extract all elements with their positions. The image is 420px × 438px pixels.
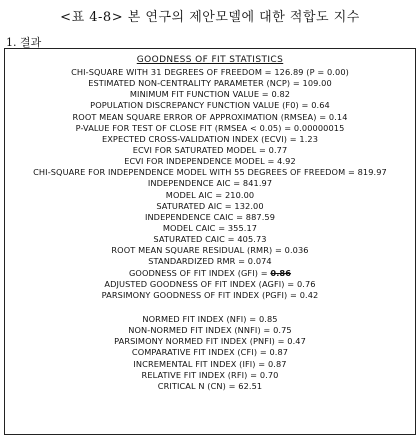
group-spacer <box>5 301 415 314</box>
statistic-line: CRITICAL N (CN) = 62.51 <box>157 380 263 391</box>
statistics-group-1 <box>5 67 415 268</box>
statistic-line: CHI-SQUARE FOR INDEPENDENCE MODEL WITH 55 DEGREES OF FREEDOM = 819.97 <box>33 167 387 178</box>
statistics-group-3 <box>5 314 415 392</box>
statistic-line: SATURATED AIC = 132.00 <box>156 200 264 211</box>
statistic-line: COMPARATIVE FIT INDEX (CFI) = 0.87 <box>131 347 289 358</box>
gfi-label: GOODNESS OF FIT INDEX (GFI) = <box>128 267 271 278</box>
statistic-line: ESTIMATED NON-CENTRALITY PARAMETER (NCP) = 109.00 <box>88 78 332 89</box>
statistic-line: EXPECTED CROSS-VALIDATION INDEX (ECVI) = 1.23 <box>101 133 319 144</box>
statistic-line: ECVI FOR SATURATED MODEL = 0.77 <box>132 144 288 155</box>
statistic-line: MINIMUM FIT FUNCTION VALUE = 0.82 <box>129 89 291 100</box>
statistics-group-2 <box>5 279 415 301</box>
gfi-value: 0.86 <box>270 267 292 278</box>
statistic-line: P-VALUE FOR TEST OF CLOSE FIT (RMSEA < 0.05) = 0.00000015 <box>75 122 345 133</box>
statistic-line: ROOT MEAN SQUARE ERROR OF APPROXIMATION (RMSEA) = 0.14 <box>72 111 348 122</box>
statistic-line: MODEL AIC = 210.00 <box>165 189 255 200</box>
statistic-line: INCREMENTAL FIT INDEX (IFI) = 0.87 <box>133 358 287 369</box>
statistic-line: ECVI FOR INDEPENDENCE MODEL = 4.92 <box>124 156 296 167</box>
statistic-line: PARSIMONY NORMED FIT INDEX (PNFI) = 0.47 <box>114 336 306 347</box>
table-caption: <표 4-8> 본 연구의 제안모델에 대한 적합도 지수 <box>60 10 360 25</box>
gfi-line <box>5 268 415 279</box>
statistic-line: STANDARDIZED RMR = 0.074 <box>148 256 272 267</box>
statistic-line: INDEPENDENCE AIC = 841.97 <box>147 178 273 189</box>
statistics-title: GOODNESS OF FIT STATISTICS <box>136 55 284 65</box>
section-heading: 1. 결과 <box>6 36 42 49</box>
statistic-line: SATURATED CAIC = 405.73 <box>153 234 267 245</box>
statistic-line: POPULATION DISCREPANCY FUNCTION VALUE (F0) = 0.64 <box>90 100 330 111</box>
statistics-box <box>4 48 416 435</box>
statistic-line: MODEL CAIC = 355.17 <box>162 222 258 233</box>
statistic-line: NORMED FIT INDEX (NFI) = 0.85 <box>142 313 278 324</box>
statistic-line: ROOT MEAN SQUARE RESIDUAL (RMR) = 0.036 <box>111 245 309 256</box>
statistics-list <box>5 54 415 392</box>
statistic-line: PARSIMONY GOODNESS OF FIT INDEX (PGFI) = 0.42 <box>101 289 319 300</box>
statistic-line: CHI-SQUARE WITH 31 DEGREES OF FREEDOM = 126.89 (P = 0.00) <box>71 67 349 77</box>
statistic-line: NON-NORMED FIT INDEX (NNFI) = 0.75 <box>128 325 292 336</box>
statistic-line: ADJUSTED GOODNESS OF FIT INDEX (AGFI) = 0.76 <box>104 278 316 289</box>
statistic-line: RELATIVE FIT INDEX (RFI) = 0.70 <box>141 369 279 380</box>
statistic-line: INDEPENDENCE CAIC = 887.59 <box>144 211 276 222</box>
